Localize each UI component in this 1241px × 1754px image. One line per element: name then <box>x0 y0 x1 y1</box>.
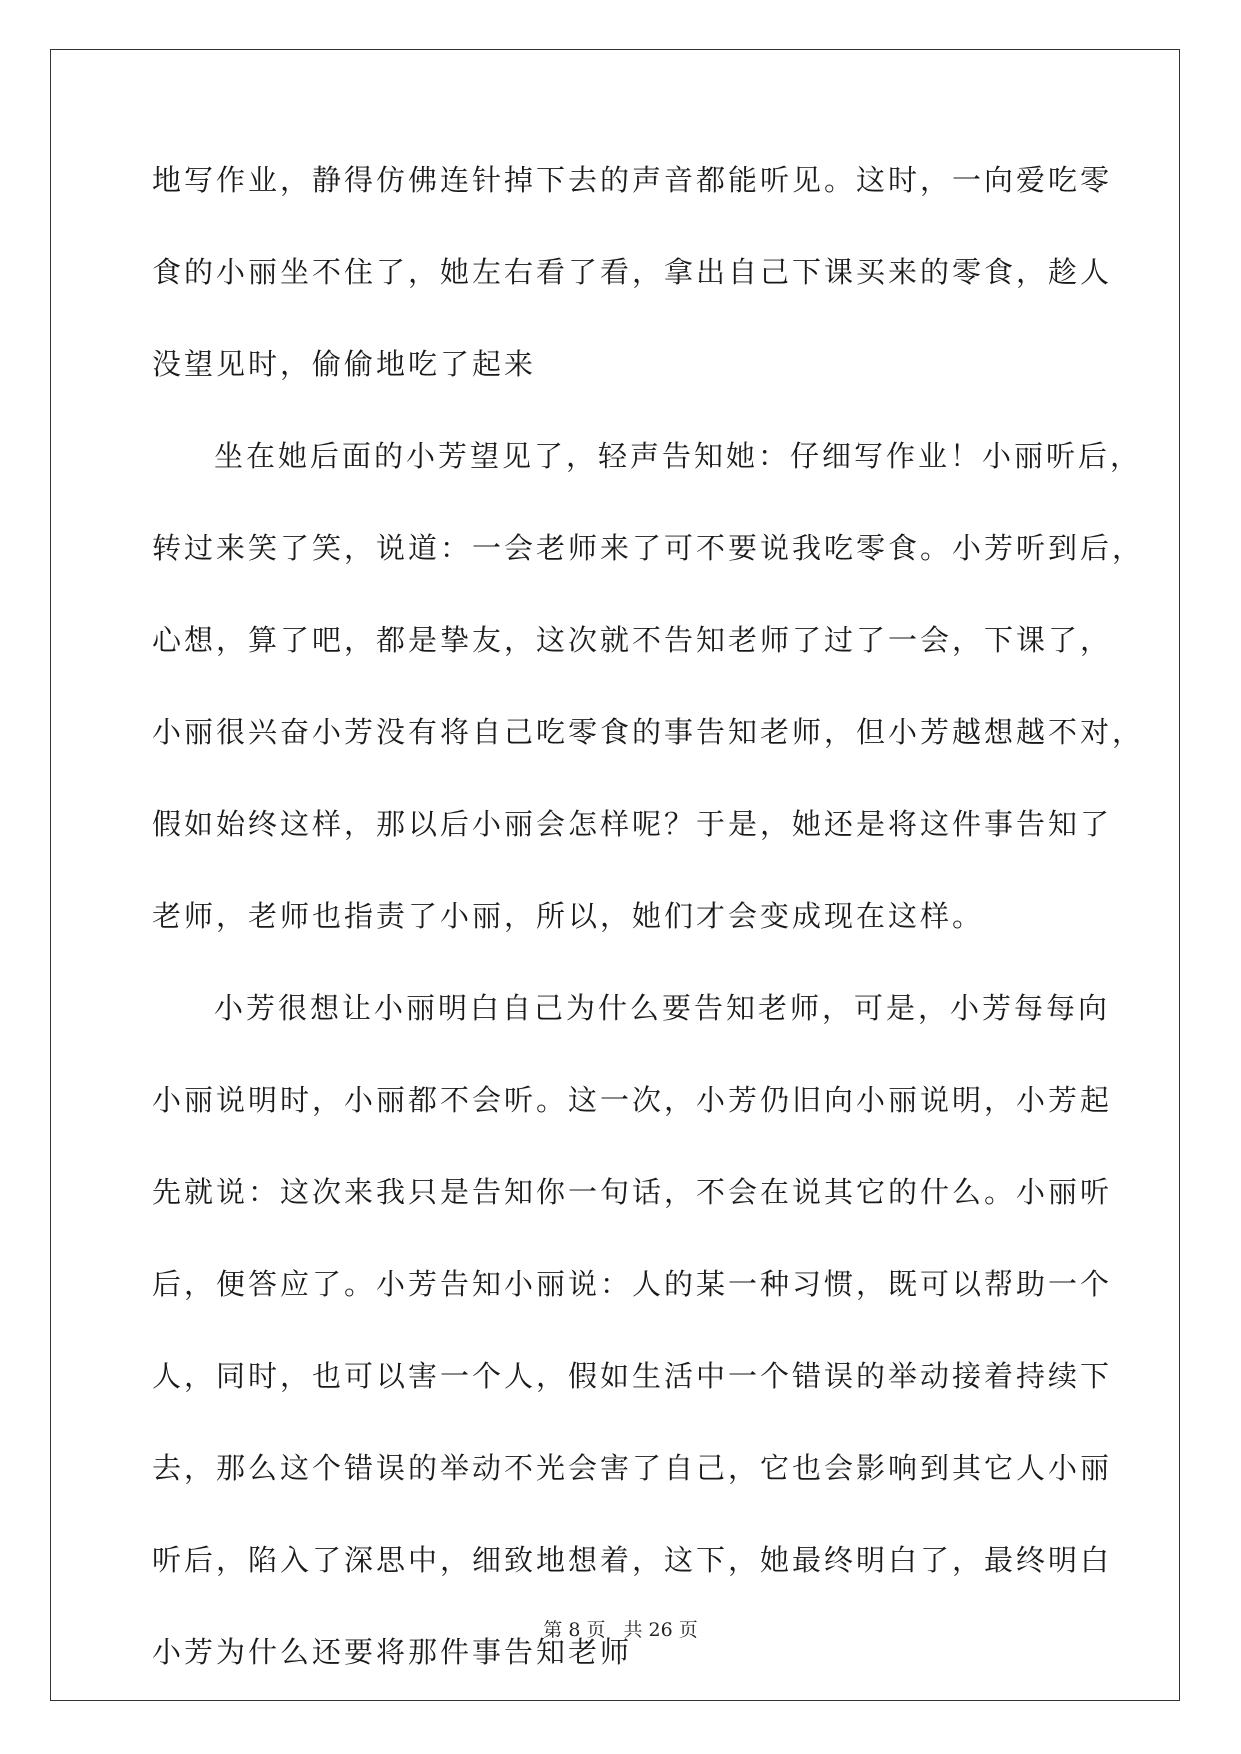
text-line: 没望见时，偷偷地吃了起来 <box>152 347 537 381</box>
text-line: 先就说：这次来我只是告知你一句话，不会在说其它的什么。小丽听 <box>152 1175 1113 1209</box>
text-line: 小芳为什么还要将那件事告知老师 <box>152 1635 633 1669</box>
document-body <box>152 157 1145 1721</box>
text-line: 老师，老师也指责了小丽，所以，她们才会变成现在这样。 <box>152 899 985 933</box>
text-line: 心想，算了吧，都是挚友，这次就不告知老师了过了一会，下课了， <box>152 623 1113 657</box>
paragraph-start-line: 坐在她后面的小芳望见了，轻声告知她：仔细写作业！小丽听后， <box>214 439 1143 473</box>
text-line: 小丽很兴奋小芳没有将自己吃零食的事告知老师，但小芳越想越不对， <box>152 715 1145 749</box>
text-line: 人，同时，也可以害一个人，假如生活中一个错误的举动接着持续下 <box>152 1359 1113 1393</box>
page-number: 第 8 页 <box>543 1619 606 1641</box>
paragraph-start-line: 小芳很想让小丽明白自己为什么要告知老师，可是，小芳每每向 <box>214 991 1111 1025</box>
text-line: 听后，陷入了深思中，细致地想着，这下，她最终明白了，最终明白 <box>152 1543 1113 1577</box>
text-line: 食的小丽坐不住了，她左右看了看，拿出自己下课买来的零食，趁人 <box>152 255 1113 289</box>
text-line: 后，便答应了。小芳告知小丽说：人的某一种习惯，既可以帮助一个 <box>152 1267 1113 1301</box>
page-footer <box>0 1615 1241 1642</box>
text-line: 去，那么这个错误的举动不光会害了自己，它也会影响到其它人小丽 <box>152 1451 1113 1485</box>
text-line: 假如始终这样，那以后小丽会怎样呢？于是，她还是将这件事告知了 <box>152 807 1113 841</box>
text-line: 转过来笑了笑，说道：一会老师来了可不要说我吃零食。小芳听到后， <box>152 531 1145 565</box>
total-pages: 共 26 页 <box>623 1619 698 1641</box>
text-line: 地写作业，静得仿佛连针掉下去的声音都能听见。这时，一向爱吃零 <box>152 163 1113 197</box>
text-line: 小丽说明时，小丽都不会听。这一次，小芳仍旧向小丽说明，小芳起 <box>152 1083 1113 1117</box>
